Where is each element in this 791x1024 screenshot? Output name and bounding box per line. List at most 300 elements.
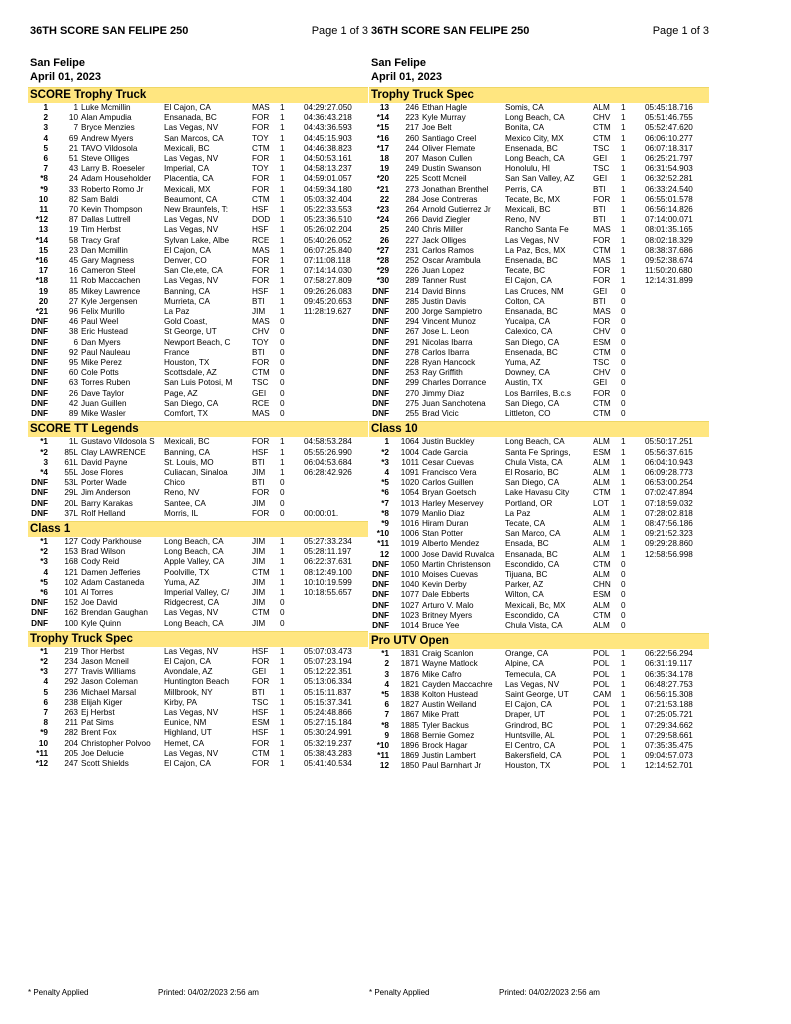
hometown: San Diego, CA	[505, 478, 560, 488]
elapsed-time: 05:03:32.404	[304, 194, 352, 204]
table-row	[28, 619, 368, 629]
car-number: 1010	[400, 569, 419, 579]
team-code: JIM	[252, 467, 266, 477]
laps: 1	[280, 728, 285, 738]
laps: 1	[280, 123, 285, 133]
hometown: Yuma, AZ	[164, 577, 200, 587]
laps: 1	[621, 669, 626, 679]
team-code: JIM	[252, 536, 266, 546]
table-row	[28, 113, 368, 123]
laps: 1	[621, 488, 626, 498]
position: DNF	[372, 600, 389, 610]
elapsed-time: 05:15:11.837	[304, 687, 352, 697]
driver-name: Austin Weiland	[422, 700, 477, 710]
car-number: 223	[405, 113, 419, 123]
elapsed-time	[645, 580, 709, 590]
laps: 1	[280, 536, 285, 546]
elapsed-time: 06:22:37.631	[304, 557, 352, 567]
table-row	[28, 608, 368, 618]
car-number: 263	[64, 707, 78, 717]
table-row	[28, 368, 368, 378]
car-number: 1L	[68, 437, 78, 447]
hometown: Mexico City, MX	[505, 133, 564, 143]
results-column-right	[369, 0, 709, 774]
position: DNF	[31, 478, 48, 488]
table-row	[28, 399, 368, 409]
car-number: 217	[405, 123, 419, 133]
table-row	[369, 601, 709, 611]
driver-name: Ethan Hagle	[422, 103, 468, 112]
hometown: Tijuana, BC	[505, 569, 548, 579]
table-row	[28, 174, 368, 184]
elapsed-time: 04:50:53.161	[304, 154, 352, 164]
hometown: Colton, CA	[505, 296, 545, 306]
laps: 1	[280, 547, 285, 557]
driver-name: Andrew Myers	[81, 133, 134, 143]
elapsed-time: 08:02:18.329	[645, 235, 693, 245]
driver-name: Craig Scanlon	[422, 649, 474, 659]
position: 6	[43, 154, 48, 164]
hometown: Mexicali, Bc, MX	[505, 600, 566, 610]
table-row	[369, 751, 709, 761]
hometown: Highland, UT	[164, 728, 212, 738]
hometown: Eunice, NM	[164, 718, 207, 728]
driver-name: Ray Griffith	[422, 368, 463, 378]
position: DNF	[31, 488, 48, 498]
driver-name: Mike Cafro	[422, 669, 462, 679]
team-code: POL	[593, 669, 610, 679]
car-number: 21	[68, 143, 78, 153]
team-code: HSF	[252, 225, 269, 235]
car-number: 20L	[64, 498, 78, 508]
elapsed-time: 07:14:00.071	[645, 215, 693, 225]
elapsed-time	[645, 348, 709, 358]
position: 3	[43, 457, 48, 467]
laps: 0	[280, 347, 285, 357]
elapsed-time: 07:25:05.721	[645, 710, 693, 720]
laps: 1	[621, 498, 626, 508]
driver-name: Cade Garcia	[422, 447, 468, 457]
position: 26	[379, 235, 389, 245]
position: 1	[384, 437, 389, 447]
table-row	[369, 287, 709, 297]
laps: 1	[280, 154, 285, 164]
driver-name: Kevin Thompson	[81, 205, 143, 215]
laps: 0	[621, 347, 626, 357]
hometown: San San Valley, AZ	[505, 174, 575, 184]
car-number: 10	[68, 113, 78, 123]
table-row	[369, 550, 709, 560]
table-row	[369, 580, 709, 590]
driver-name: Damen Jefferies	[81, 567, 141, 577]
laps: 1	[621, 143, 626, 153]
elapsed-time	[645, 327, 709, 337]
laps: 1	[280, 656, 285, 666]
position: DNF	[372, 580, 389, 590]
position: 6	[384, 700, 389, 710]
car-number: 227	[405, 235, 419, 245]
team-code: TOY	[252, 133, 269, 143]
driver-name: Paul Barnhart Jr	[422, 761, 482, 771]
elapsed-time: 08:38:37.686	[645, 245, 693, 255]
position: *23	[376, 205, 389, 215]
car-number: 1867	[400, 710, 419, 720]
car-number: 60	[68, 368, 78, 378]
hometown: Ensenada, BC	[505, 143, 558, 153]
position: *6	[381, 488, 389, 498]
table-row	[369, 670, 709, 680]
page-number: Page 1 of 3	[652, 25, 709, 37]
car-number: 61L	[64, 457, 78, 467]
table-row	[369, 134, 709, 144]
driver-name: Travis Williams	[81, 667, 136, 677]
table-row	[28, 144, 368, 154]
elapsed-time	[645, 611, 709, 621]
elapsed-time: 07:35:35.475	[645, 740, 693, 750]
hometown: Morris, IL	[164, 508, 199, 518]
team-code: FOR	[252, 154, 270, 164]
position: *9	[381, 518, 389, 528]
car-number: 219	[64, 646, 78, 656]
driver-name: Joe Belt	[422, 123, 452, 133]
elapsed-time: 06:04:53.684	[304, 457, 352, 467]
driver-name: Moises Cuevas	[422, 569, 478, 579]
position: *2	[40, 547, 48, 557]
team-code: GEI	[252, 667, 267, 677]
hometown: Banning, CA	[164, 447, 210, 457]
car-number: 55L	[64, 467, 78, 477]
table-row	[369, 338, 709, 348]
elapsed-time: 06:22:56.294	[645, 649, 693, 659]
hometown: Houston, TX	[505, 761, 551, 771]
driver-name: Charles Dorrance	[422, 378, 487, 388]
position: DNF	[372, 398, 389, 408]
team-code: ESM	[593, 447, 611, 457]
hometown: Reno, NV	[164, 488, 200, 498]
elapsed-time: 04:59:01.057	[304, 174, 352, 184]
results-table	[369, 649, 709, 771]
team-code: FOR	[593, 194, 611, 204]
laps: 0	[280, 608, 285, 618]
car-number: 11	[69, 276, 78, 286]
hometown: Chula Vista, CA	[505, 620, 563, 630]
laps: 1	[621, 478, 626, 488]
driver-name: Joe David	[81, 598, 118, 608]
hometown: Downey, CA	[505, 368, 550, 378]
driver-name: Jose Flores	[81, 467, 124, 477]
car-number: 226	[405, 266, 419, 276]
laps: 0	[621, 286, 626, 296]
elapsed-time	[304, 488, 368, 498]
position: DNF	[372, 559, 389, 569]
driver-name: Jimmy Diaz	[422, 388, 465, 398]
driver-name: Nicolas Ibarra	[422, 337, 473, 347]
laps: 0	[621, 358, 626, 368]
laps: 1	[621, 437, 626, 447]
car-number: 1827	[400, 700, 419, 710]
car-number: 152	[64, 598, 78, 608]
hometown: Yucaipa, CA	[505, 317, 551, 327]
car-number: 270	[405, 388, 419, 398]
table-row	[369, 409, 709, 419]
team-code: CTM	[252, 194, 270, 204]
table-row	[369, 185, 709, 195]
driver-name: Pat Sims	[81, 718, 114, 728]
laps: 0	[621, 569, 626, 579]
table-row	[28, 389, 368, 399]
team-code: POL	[593, 649, 610, 659]
car-number: 285	[405, 296, 419, 306]
driver-name: Carlos Ibarra	[422, 347, 470, 357]
class-section	[28, 421, 368, 519]
table-row	[28, 437, 368, 447]
table-row	[369, 144, 709, 154]
laps: 1	[280, 307, 285, 317]
hometown: La Paz	[505, 508, 531, 518]
hometown: Rancho Santa Fe	[505, 225, 569, 235]
laps: 1	[621, 225, 626, 235]
hometown: El Centro, CA	[505, 740, 556, 750]
results-table	[369, 437, 709, 631]
car-number: 27	[68, 296, 78, 306]
car-number: 1838	[400, 689, 419, 699]
position: DNF	[31, 409, 48, 419]
position: *21	[376, 184, 389, 194]
elapsed-time: 07:28:02.818	[645, 508, 693, 518]
driver-name: Jorge Sampietro	[422, 307, 483, 317]
team-code: POL	[593, 730, 610, 740]
hometown: Placentia, CA	[164, 174, 214, 184]
driver-name: Mike Pratt	[422, 710, 459, 720]
elapsed-time: 04:58:13.237	[304, 164, 352, 174]
driver-name: Joe Delucie	[81, 748, 124, 758]
results-table	[28, 437, 368, 519]
elapsed-time: 05:30:24.991	[304, 728, 352, 738]
position: *16	[35, 256, 48, 266]
hometown: Huntington Beach	[164, 677, 230, 687]
driver-name: Sam Baldi	[81, 194, 119, 204]
driver-name: Jim Anderson	[81, 488, 131, 498]
team-code: BTI	[593, 184, 606, 194]
laps: 1	[621, 133, 626, 143]
car-number: 1871	[400, 659, 419, 669]
team-code: CTM	[252, 748, 270, 758]
laps: 0	[621, 368, 626, 378]
position: DNF	[372, 307, 389, 317]
hometown: La Paz	[164, 307, 190, 317]
car-number: 37L	[64, 508, 78, 518]
team-code: FOR	[252, 677, 270, 687]
team-code: POL	[593, 700, 610, 710]
car-number: 1869	[400, 751, 419, 761]
driver-name: Elijah Kiger	[81, 697, 123, 707]
car-number: 1019	[400, 539, 419, 549]
elapsed-time: 06:07:18.317	[645, 143, 693, 153]
position: *28	[376, 256, 389, 266]
elapsed-time: 06:56:14.826	[645, 205, 693, 215]
car-number: 247	[64, 758, 78, 768]
position: 17	[38, 266, 48, 276]
position: 11	[39, 205, 48, 215]
position: *6	[40, 587, 48, 597]
laps: 0	[280, 478, 285, 488]
laps: 1	[621, 194, 626, 204]
car-number: 100	[64, 618, 78, 628]
table-row	[28, 547, 368, 557]
driver-name: Oliver Flemate	[422, 143, 476, 153]
team-code: POL	[593, 710, 610, 720]
position: DNF	[372, 388, 389, 398]
driver-name: Mike Wasler	[81, 409, 126, 419]
car-number: 43	[68, 164, 78, 174]
driver-name: Brad Wilson	[81, 547, 126, 557]
elapsed-time: 07:18:59.032	[645, 498, 693, 508]
table-row	[28, 246, 368, 256]
laps: 1	[621, 113, 626, 123]
table-row	[28, 205, 368, 215]
position: 10	[38, 738, 48, 748]
elapsed-time: 06:09:28.773	[645, 467, 693, 477]
table-row	[369, 266, 709, 276]
elapsed-time	[304, 399, 368, 409]
team-code: CHN	[593, 580, 611, 590]
car-number: 1014	[400, 620, 419, 630]
position: DNF	[372, 620, 389, 630]
elapsed-time	[304, 389, 368, 399]
laps: 0	[280, 498, 285, 508]
position: *4	[40, 467, 48, 477]
class-section	[369, 87, 709, 419]
driver-name: Scott Mcneil	[422, 174, 467, 184]
laps: 1	[621, 215, 626, 225]
laps: 1	[280, 567, 285, 577]
driver-name: Tanner Rust	[422, 276, 467, 286]
driver-name: Stan Potter	[422, 529, 463, 539]
elapsed-time: 12:14:31.899	[645, 276, 693, 286]
hometown: Ensada, BC	[505, 539, 549, 549]
table-row	[28, 667, 368, 677]
car-number: 168	[64, 557, 78, 567]
elapsed-time: 05:41:40.534	[304, 758, 352, 768]
car-number: 1027	[400, 600, 419, 610]
team-code: JIM	[252, 587, 266, 597]
table-row	[28, 266, 368, 276]
hometown: Newport Beach, C	[164, 337, 231, 347]
laps: 0	[280, 508, 285, 518]
position: *8	[381, 720, 389, 730]
car-number: 1077	[400, 590, 419, 600]
driver-name: Cody Parkhouse	[81, 536, 142, 546]
results-column-left	[28, 0, 368, 771]
elapsed-time	[304, 608, 368, 618]
position: *9	[40, 184, 48, 194]
class-sections	[28, 87, 368, 769]
hometown: New Braunfels, T:	[164, 205, 229, 215]
team-code: ESM	[252, 718, 270, 728]
position: 6	[43, 697, 48, 707]
position: *24	[376, 215, 389, 225]
team-code: POL	[593, 659, 610, 669]
elapsed-time: 09:21:52.323	[645, 529, 693, 539]
elapsed-time: 07:29:58.661	[645, 730, 693, 740]
laps: 1	[280, 758, 285, 768]
table-row	[28, 708, 368, 718]
laps: 0	[621, 590, 626, 600]
elapsed-time	[304, 378, 368, 388]
laps: 1	[280, 748, 285, 758]
driver-name: Felix Murillo	[81, 307, 125, 317]
penalty-note: * Penalty Applied	[369, 988, 430, 997]
elapsed-time: 04:58:53.284	[304, 437, 352, 447]
elapsed-time: 05:50:17.251	[645, 437, 693, 447]
car-number: 101	[64, 587, 78, 597]
car-number: 1023	[400, 610, 419, 620]
laps: 1	[280, 235, 285, 245]
car-number: 63	[68, 378, 78, 388]
hometown: Bakersfield, CA	[505, 751, 562, 761]
hometown: Ensenada, BC	[505, 256, 558, 266]
hometown: Perris, CA	[505, 184, 543, 194]
laps: 1	[280, 143, 285, 153]
driver-name: Juan Guillen	[81, 398, 127, 408]
team-code: FOR	[252, 738, 270, 748]
table-row	[369, 103, 709, 113]
table-row	[28, 348, 368, 358]
table-row	[28, 488, 368, 498]
hometown: Las Vegas, NV	[164, 707, 219, 717]
team-code: GEI	[593, 154, 608, 164]
position: *1	[381, 649, 389, 659]
position: DNF	[372, 610, 389, 620]
driver-name: Juan Lopez	[422, 266, 465, 276]
car-number: 277	[64, 667, 78, 677]
hometown: Culiacan, Sinaloa	[164, 467, 228, 477]
car-number: 260	[405, 133, 419, 143]
position: *8	[381, 508, 389, 518]
car-number: 240	[405, 225, 419, 235]
laps: 1	[621, 266, 626, 276]
table-row	[28, 358, 368, 368]
driver-name: Michael Marsal	[81, 687, 137, 697]
team-code: LOT	[593, 498, 609, 508]
table-row	[28, 749, 368, 759]
team-code: TSC	[252, 378, 269, 388]
car-number: 284	[405, 194, 419, 204]
laps: 1	[280, 707, 285, 717]
elapsed-time: 04:29:27.050	[304, 103, 352, 112]
hometown: San Marco, CA	[505, 529, 561, 539]
hometown: Millbrook, NY	[164, 687, 213, 697]
driver-name: Dustin Swanson	[422, 164, 482, 174]
hometown: Long Beach, CA	[505, 113, 565, 123]
class-title: Pro UTV Open	[369, 633, 709, 649]
driver-name: Wayne Matlock	[422, 659, 478, 669]
elapsed-time: 05:24:48.866	[304, 707, 352, 717]
elapsed-time: 06:28:42.926	[304, 467, 352, 477]
driver-name: Harley Meservey	[422, 498, 484, 508]
driver-name: Adam Householder	[81, 174, 152, 184]
car-number: 96	[68, 307, 78, 317]
team-code: CHV	[252, 327, 270, 337]
car-number: 7	[73, 123, 78, 133]
laps: 1	[280, 286, 285, 296]
position: *5	[40, 577, 48, 587]
table-row	[369, 215, 709, 225]
hometown: Scottsdale, AZ	[164, 368, 217, 378]
position: 5	[43, 143, 48, 153]
elapsed-time: 07:02:47.894	[645, 488, 693, 498]
car-number: 255	[405, 409, 419, 419]
